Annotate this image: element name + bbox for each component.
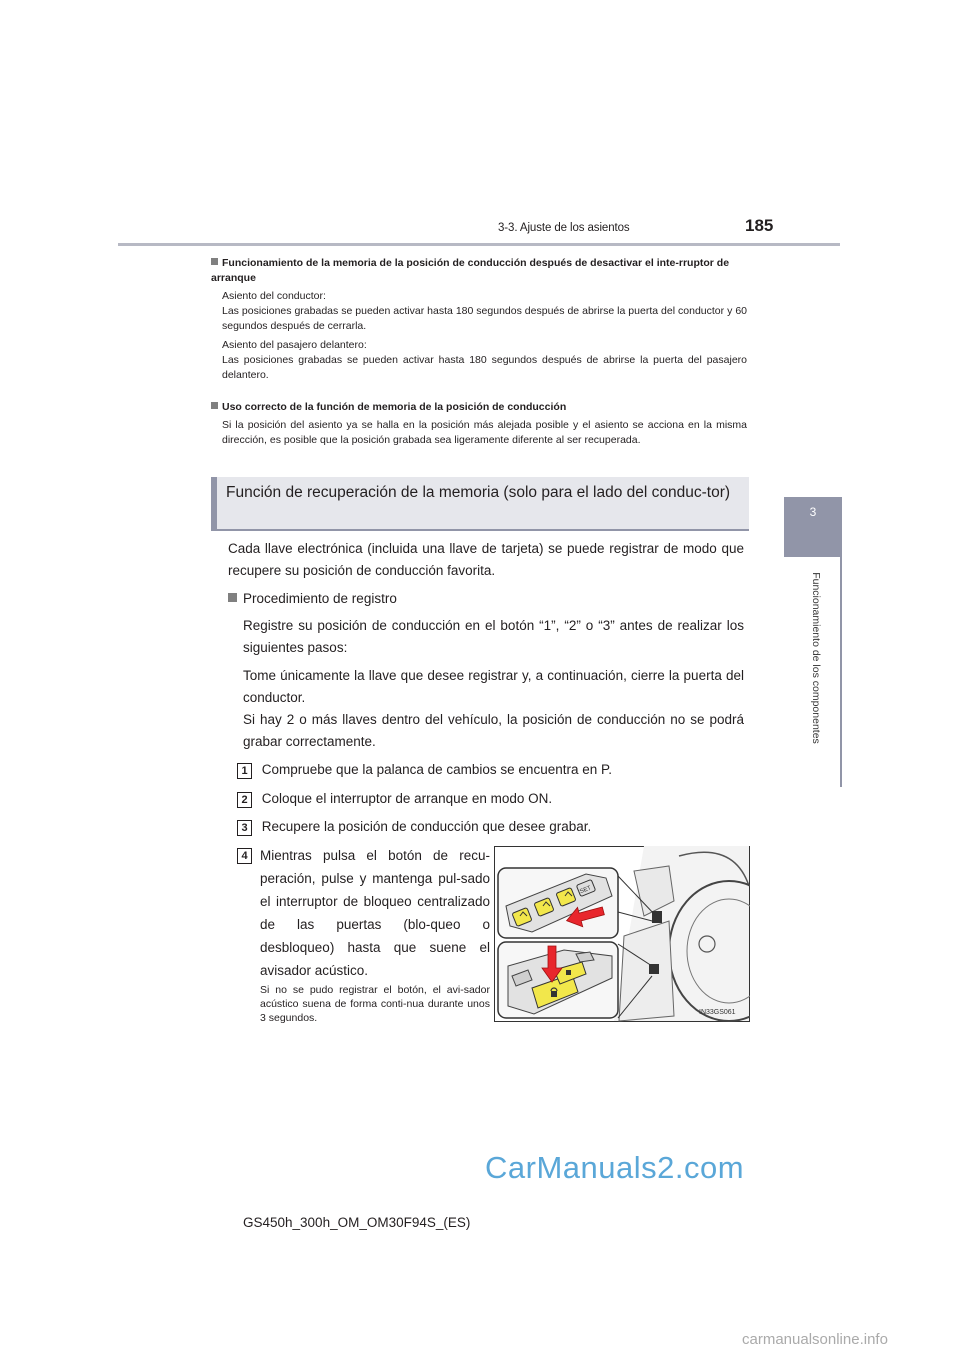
set-button-label: SET [579, 885, 593, 896]
note-paragraph: Si la posición del asiento ya se halla en la posición más alejada posible y el asiento se acciona en la misma dirección, es posible que la posición grabada sea ligeramente diferente al ser recuperada. [222, 419, 747, 446]
note-memory-after-switch [211, 256, 747, 383]
model-code: GS450h_300h_OM_OM30F94S_(ES) [243, 1215, 471, 1230]
door-switch-illustration [494, 846, 750, 1022]
chapter-label: Funcionamiento de los componentes [810, 572, 822, 744]
procedure-paragraph: Tome únicamente la llave que desee registrar y, a continuación, cierre la puerta del conductor. [243, 668, 744, 705]
bullet-square-icon [211, 258, 218, 265]
page-number: 185 [745, 216, 774, 235]
procedure-heading [228, 588, 397, 610]
step-item [237, 759, 612, 781]
watermark: carmanualsonline.info [742, 1331, 888, 1348]
step-number: 2 [237, 792, 252, 808]
illustration-svg [494, 846, 750, 1022]
step-text: Compruebe que la palanca de cambios se encuentra en P. [261, 762, 613, 777]
site-logo: CarManuals2.com [485, 1150, 745, 1185]
step-number-box [237, 844, 252, 866]
step-text: Recupere la posición de conducción que desee grabar. [261, 819, 592, 834]
procedure-title: Procedimiento de registro [243, 591, 397, 606]
note-paragraph: Asiento del pasajero delantero: [222, 339, 367, 351]
step-text: Mientras pulsa el botón de recu-peración, pulse y mantenga pul-sado el interruptor de bloqueo centralizado de las puertas (blo-queo o desbloqueo) hasta que suene el avisador acústico. [260, 848, 490, 978]
note-paragraph: Las posiciones grabadas se pueden activar hasta 180 segundos después de abrirse la puerta del pasajero delantero. [222, 354, 747, 381]
section-header-bar [211, 477, 217, 530]
chapter-tab [784, 497, 842, 557]
section-intro: Cada llave electrónica (incluida una llave de tarjeta) se puede registrar de modo que recupere su posición de conducción favorita. [228, 541, 744, 578]
step-item [237, 816, 591, 838]
step-number: 1 [237, 763, 252, 779]
figure-code: IN33GS061 [699, 1009, 736, 1016]
step-note: Si no se pudo registrar el botón, el avi-sador acústico suena de forma conti-nua durante unos 3 segundos. [260, 984, 490, 1024]
note-title: Funcionamiento de la memoria de la posición de conducción después de desactivar el inte-rruptor de arranque [211, 257, 730, 284]
section-header-line [211, 529, 749, 531]
step-text: Coloque el interruptor de arranque en modo ON. [261, 791, 553, 806]
step-item [237, 788, 552, 810]
note-title: Uso correcto de la función de memoria de la posición de conducción [222, 401, 567, 413]
note-correct-use [211, 400, 747, 448]
section-title-header: 3-3. Ajuste de los asientos [498, 222, 630, 234]
step-number: 4 [237, 848, 252, 864]
bullet-square-icon [228, 593, 237, 602]
chapter-tab-rule [840, 557, 842, 787]
procedure-paragraph: Si hay 2 o más llaves dentro del vehículo, la posición de conducción no se podrá grabar correctamente. [243, 712, 744, 749]
chapter-number: 3 [809, 505, 817, 519]
bullet-square-icon [211, 402, 218, 409]
section-heading: Función de recuperación de la memoria (solo para el lado del conduc-tor) [226, 484, 731, 501]
procedure-paragraph: Registre su posición de conducción en el botón “1”, “2” o “3” antes de realizar los siguientes pasos: [243, 618, 744, 655]
step-number: 3 [237, 820, 252, 836]
note-paragraph: Asiento del conductor: [222, 290, 326, 302]
header-rule [118, 243, 840, 246]
note-paragraph: Las posiciones grabadas se pueden activar hasta 180 segundos después de abrirse la puerta del conductor y 60 segundos después de cerrarla. [222, 305, 747, 332]
